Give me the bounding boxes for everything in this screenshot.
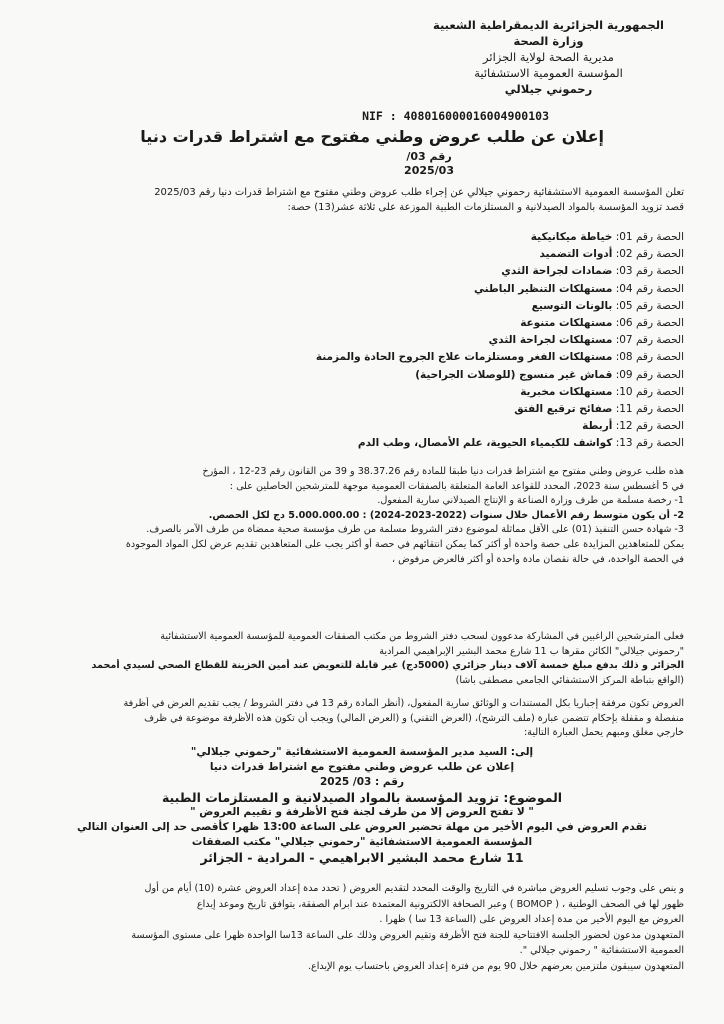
offers-section	[40, 697, 684, 741]
tax-id: NIF : 408016000016004900103	[362, 109, 549, 123]
lot-name: مستهلكات الفغر ومستلزمات علاج الجروح الحادة والمزمنة	[315, 351, 613, 364]
intro-line: قصد تزويد المؤسسة بالمواد الصيدلانية و المستلزمات الطبية الموزعة على ثلاثة عشر(13) حصة:	[287, 201, 684, 213]
envelope-block	[0, 745, 724, 865]
lot-item	[316, 315, 684, 332]
lot-name: كواشف للكيمياء الحيوية، علم الأمصال، وطب الدم	[357, 437, 613, 450]
lot-label: الحصة رقم 10:	[615, 385, 684, 398]
lot-label: الحصة رقم 07:	[615, 334, 684, 347]
envelope-number: رقم : 03/ 2025	[319, 776, 405, 788]
closing-line: المتعهدون مدعون لحضور الجلسة الافتتاحية للجنة فتح الأظرفة وتقيم العروض وذلك على الساعة 13سا الواحدة ظهرا على مستوى المؤسسة	[131, 929, 684, 941]
lot-item	[316, 349, 684, 366]
lot-item	[316, 229, 684, 246]
lot-item	[316, 263, 684, 280]
conditions-line: هذه طلب عروض وطني مفتوح مع اشتراط قدرات دنيا طبقا للمادة رقم 38.37.26 و 39 من القانون رقم 23-12 ، المؤرخ	[202, 466, 684, 477]
deadline-line: تقدم العروض في اليوم الأخير من مهلة تحضير العروض على الساعة 13:00 ظهرا كأقصى حد إلى العنوان التالي	[77, 821, 647, 833]
conditions-line: 2- أن يكون متوسط رقم الأعمال خلال سنوات (2022-2023-2024) : 5.000.000.00 دج لكل الحصص.	[208, 509, 684, 521]
hospital-name: رحموني جيلالي	[504, 82, 593, 96]
lot-item	[316, 246, 684, 263]
ministry-name: وزارة الصحة	[513, 34, 584, 48]
reference-line-1: رقم 03/	[406, 150, 452, 163]
lot-name: مستهلكات التنظير الباطني	[474, 282, 613, 295]
envelope-recipient: إلى: السيد مدير المؤسسة العمومية الاستشفائية "رحموني جيلالي"	[190, 746, 534, 758]
lot-item	[316, 418, 684, 435]
envelope-notice: " لا تفتح العروض إلا من طرف لجنة فتح الأظرفة و تقييم العروض "	[190, 806, 534, 818]
conditions-line: 1- رخصة مسلمة من طرف وزارة الصناعة و الإنتاج الصيدلاني سارية المفعول.	[377, 495, 684, 507]
lot-name: أدوات التضميد	[539, 248, 613, 261]
conditions-section	[40, 465, 684, 567]
lot-item	[316, 367, 684, 384]
offers-line: منفصلة و مقفلة بإحكام تتضمن عبارة (ملف الترشح)، (العرض التقني) و (العرض المالي) ويجب أن تكون هذه الأظرفة موضوعة في ظرف	[144, 712, 684, 724]
lot-label: الحصة رقم 06:	[615, 317, 684, 330]
conditions-line: في 5 أغسطس سنة 2023، المحدد للقواعد العامة المتعلقة بالصفقات العمومية موجهة للمترشحين الحاصلين على :	[229, 480, 684, 492]
closing-line: و ينص على وجوب تسليم العروض مباشرة في التاريخ والوقت المحدد لتقديم العروض ( تحدد مدة إعداد العروض عشرة (10) أيام من أول	[144, 883, 684, 894]
withdrawal-line: (الواقع بتباطة المركز الاستشفائي الجامعي مصطفى باشا)	[455, 674, 684, 686]
lot-label: الحصة رقم 02:	[615, 248, 684, 261]
lot-item	[316, 435, 684, 452]
lot-label: الحصة رقم 01:	[615, 231, 684, 243]
lot-name: مستهلكات مخبرية	[520, 385, 613, 398]
lot-item	[316, 281, 684, 298]
closing-section	[40, 881, 684, 974]
closing-line: ظهور لها في الصحف الوطنية ، ( BOMOP ) وعبر الصحافة الالكترونية المعتمدة عند ابرام الصفقة، يتوافق تاريخ وموعد إيداع	[196, 898, 684, 910]
lot-label: الحصة رقم 05:	[615, 299, 684, 312]
deadline-address-1: المؤسسة العمومية الاستشفائية "رحموني جيلالي" مكتب الصفقات	[191, 836, 533, 848]
directorate-name: مديرية الصحة لولاية الجزائر	[483, 50, 614, 64]
lot-label: الحصة رقم 13:	[615, 437, 684, 450]
closing-line: المتعهدون سيبقون ملتزمين بعرضهم خلال 90 يوم من فترة إعداد العروض باحتساب يوم الإيداع.	[307, 960, 684, 972]
lot-name: ضمادات لجراحة الثدي	[501, 265, 613, 278]
lot-item	[316, 332, 684, 349]
lot-label: الحصة رقم 11:	[615, 403, 684, 416]
intro-paragraph	[40, 186, 684, 215]
letterhead	[433, 17, 664, 97]
deadline-address-2: 11 شارع محمد البشير الابراهيمي - المرادية - الجزائر	[200, 850, 524, 865]
lot-item	[316, 401, 684, 418]
lot-name: مستهلكات لجراحة الثدي	[488, 334, 613, 347]
withdrawal-line: فعلى المترشحين الراغبين في المشاركة مدعوون لسحب دفتر الشروط من مكتب الصفقات العمومية للمؤسسة العمومية الاستشفائية	[160, 631, 684, 642]
republic-name: الجمهورية الجزائرية الديمقراطية الشعبية	[432, 18, 664, 32]
offers-line: خارجي مغلق ومبهم يحمل العبارة التالية:	[523, 727, 684, 739]
envelope-announcement: إعلان عن طلب عروض وطني مفتوح مع اشتراط قدرات دنيا	[209, 761, 515, 773]
lot-name: قماش غير منسوج (للوصلات الجراحية)	[415, 368, 613, 381]
withdrawal-line: "رحموني جيلالي" الكائن مقرها ب 11 شارع محمد البشير الإبراهيمي المرادية	[379, 645, 684, 657]
lots-list	[316, 229, 684, 453]
lot-label: الحصة رقم 08:	[615, 351, 684, 364]
conditions-line: 3- شهادة حسن التنفيذ (01) على الأقل مماثلة لموضوع دفتر الشروط مسلمة من طرف مؤسسة صحية ممضاة من طرف الآمر بالصرف.	[146, 524, 684, 536]
lot-item	[316, 298, 684, 315]
envelope-subject: الموضوع: تزويد المؤسسة بالمواد الصيدلانية و المستلزمات الطبية	[161, 790, 563, 805]
lot-label: الحصة رقم 12:	[615, 420, 684, 433]
conditions-line: يمكن للمتعاهدين المزايدة على حصة واحدة أو أكثر كما يمكن انتقائهم في حصة أو أكثر يجب على المتعاهدين تقديم عرض لكل المواد الموجودة	[125, 538, 684, 550]
reference-number	[404, 150, 454, 178]
lot-item	[316, 384, 684, 401]
intro-line: تعلن المؤسسة العمومية الاستشفائية رحموني جيلالي عن إجراء طلب عروض وطني مفتوح مع اشتراط قدرات دنيا رقم 2025/03	[154, 187, 684, 198]
lot-name: مستهلكات متنوعة	[520, 317, 613, 330]
lot-name: أربطة	[582, 420, 613, 433]
lot-label: الحصة رقم 03:	[615, 265, 684, 278]
lot-name: صفائح ترقيع الفتق	[514, 403, 613, 416]
conditions-line: في الحصة الواحدة، في حالة نقصان مادة واحدة أو أكثر فالعرض مرفوض ،	[391, 553, 684, 565]
lot-name: بالونات التوسيع	[531, 299, 613, 312]
lot-label: الحصة رقم 04:	[615, 282, 684, 295]
closing-line: العروض مع اليوم الأخير من مدة إعداد العروض على (الساعة 13 سا ) ظهرا .	[379, 914, 684, 925]
institution-name: المؤسسة العمومية الاستشفائية	[474, 66, 623, 80]
lot-name: خياطة ميكانيكية	[530, 231, 613, 243]
closing-line: العمومية الاستشفائية " رحموني جيلالي ".	[519, 945, 684, 956]
offers-line: العروض تكون مرفقة إجباريا بكل المستندات و الوثائق سارية المفعول، (أنظر المادة رقم 13 في دفتر الشروط / يجب تقديم العرض في أظرفة	[123, 698, 684, 709]
announcement-title: إعلان عن طلب عروض وطني مفتوح مع اشتراط قدرات دنيا	[140, 127, 604, 146]
reference-line-2: 2025/03	[404, 164, 454, 177]
withdrawal-line: الجزائر و ذلك بدفع مبلغ خمسة آلاف دينار جزائري (5000دج) غير قابلة للتعويض عند أمين الخزينة للقطاع الصحي لسيدي أمحمد	[91, 660, 684, 672]
lot-label: الحصة رقم 09:	[615, 368, 684, 381]
withdrawal-section	[40, 630, 684, 688]
